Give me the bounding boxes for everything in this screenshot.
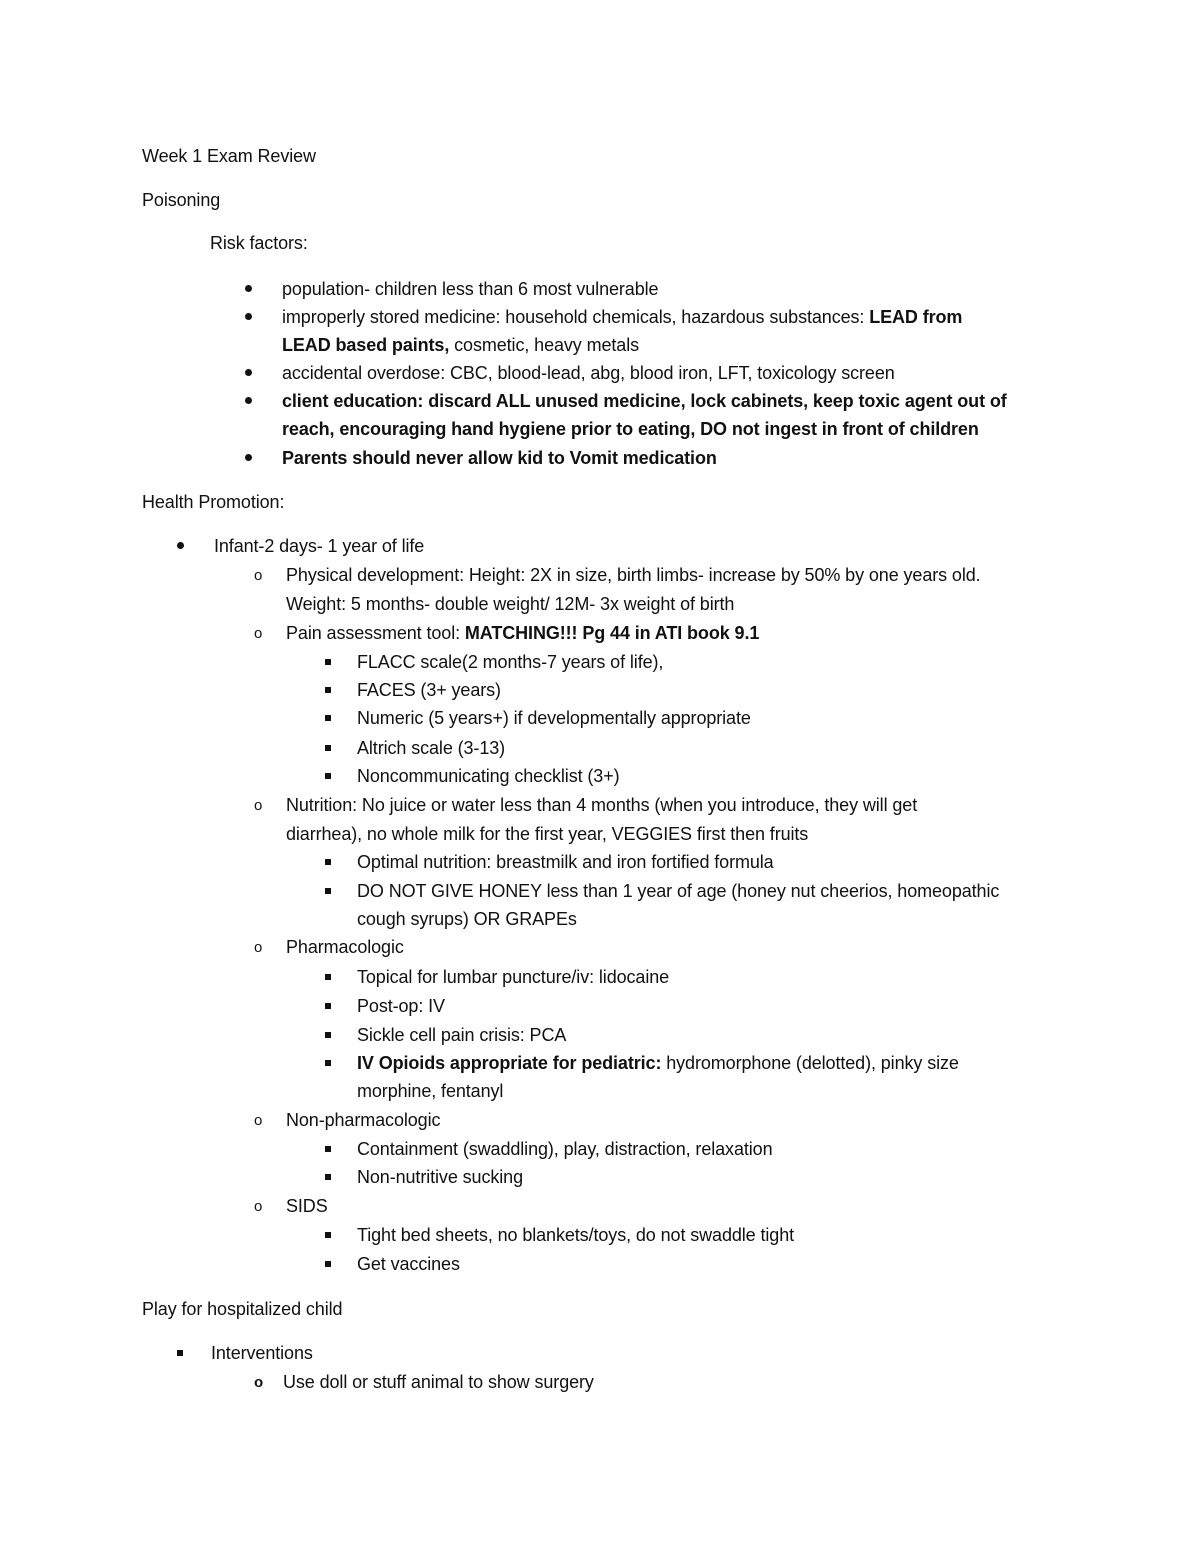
list-item: Noncommunicating checklist (3+) — [357, 766, 620, 786]
square-bullet-icon — [177, 1350, 183, 1356]
list-item: Optimal nutrition: breastmilk and iron fortified formula — [357, 852, 774, 872]
circle-bullet-icon: o — [254, 939, 263, 956]
list-item: Topical for lumbar puncture/iv: lidocaine — [357, 967, 670, 987]
list-item: Non-pharmacologic — [286, 1110, 441, 1130]
document-title: Week 1 Exam Review — [142, 146, 316, 166]
circle-bullet-icon: o — [254, 1374, 264, 1391]
section-heading-health-promotion: Health Promotion: — [142, 492, 285, 512]
list-item: Infant-2 days- 1 year of life — [214, 536, 425, 556]
list-item: Use doll or stuff animal to show surgery — [283, 1372, 594, 1392]
square-bullet-icon — [325, 715, 331, 721]
list-item: accidental overdose: CBC, blood-lead, abg, blood iron, LFT, toxicology screen — [282, 363, 895, 383]
list-item-continuation: diarrhea), no whole milk for the first year, VEGGIES first then fruits — [286, 824, 809, 844]
list-item: IV Opioids appropriate for pediatric: hydromorphone (delotted), pinky size — [357, 1053, 959, 1073]
list-item-continuation: LEAD based paints, cosmetic, heavy metals — [282, 335, 640, 355]
square-bullet-icon — [325, 1261, 331, 1267]
circle-bullet-icon: o — [254, 1198, 263, 1215]
circle-bullet-icon: o — [254, 567, 263, 584]
bullet-icon — [245, 313, 252, 320]
bullet-icon — [245, 369, 252, 376]
list-item-continuation: morphine, fentanyl — [357, 1081, 504, 1101]
list-item: Physical development: Height: 2X in size, birth limbs- increase by 50% by one years old. — [286, 565, 981, 585]
list-item: Get vaccines — [357, 1254, 460, 1274]
list-item-continuation: cough syrups) OR GRAPEs — [357, 909, 577, 929]
list-item: Nutrition: No juice or water less than 4 months (when you introduce, they will get — [286, 795, 918, 815]
circle-bullet-icon: o — [254, 797, 263, 814]
list-item-continuation: reach, encouraging hand hygiene prior to eating, DO not ingest in front of children — [282, 419, 979, 439]
bullet-icon — [245, 454, 252, 461]
list-item: Non-nutritive sucking — [357, 1167, 523, 1187]
bullet-icon — [245, 397, 252, 404]
circle-bullet-icon: o — [254, 1112, 263, 1129]
list-item: Containment (swaddling), play, distraction, relaxation — [357, 1139, 773, 1159]
section-heading-play: Play for hospitalized child — [142, 1299, 343, 1319]
list-item: Pain assessment tool: MATCHING!!! Pg 44 in ATI book 9.1 — [286, 623, 760, 643]
square-bullet-icon — [325, 745, 331, 751]
list-item: Sickle cell pain crisis: PCA — [357, 1025, 567, 1045]
square-bullet-icon — [325, 1146, 331, 1152]
square-bullet-icon — [325, 1003, 331, 1009]
square-bullet-icon — [325, 659, 331, 665]
list-item: DO NOT GIVE HONEY less than 1 year of age (honey nut cheerios, homeopathic — [357, 881, 1000, 901]
square-bullet-icon — [325, 1232, 331, 1238]
list-item: Numeric (5 years+) if developmentally appropriate — [357, 708, 751, 728]
circle-bullet-icon: o — [254, 625, 263, 642]
list-item: Tight bed sheets, no blankets/toys, do not swaddle tight — [357, 1225, 795, 1245]
list-item: Post-op: IV — [357, 996, 445, 1016]
bullet-icon — [245, 285, 252, 292]
square-bullet-icon — [325, 1174, 331, 1180]
list-item: client education: discard ALL unused medicine, lock cabinets, keep toxic agent out of — [282, 391, 1007, 411]
list-item: Pharmacologic — [286, 937, 404, 957]
bullet-icon — [177, 542, 184, 549]
list-item: population- children less than 6 most vulnerable — [282, 279, 659, 299]
list-item: Altrich scale (3-13) — [357, 738, 506, 758]
list-item: Parents should never allow kid to Vomit medication — [282, 448, 717, 468]
square-bullet-icon — [325, 687, 331, 693]
square-bullet-icon — [325, 1032, 331, 1038]
list-item: Interventions — [211, 1343, 313, 1363]
list-item: improperly stored medicine: household chemicals, hazardous substances: LEAD from — [282, 307, 963, 327]
square-bullet-icon — [325, 859, 331, 865]
list-item-continuation: Weight: 5 months- double weight/ 12M- 3x weight of birth — [286, 594, 735, 614]
section-heading-poisoning: Poisoning — [142, 190, 221, 210]
list-item: FLACC scale(2 months-7 years of life), — [357, 652, 664, 672]
square-bullet-icon — [325, 888, 331, 894]
list-item: FACES (3+ years) — [357, 680, 501, 700]
square-bullet-icon — [325, 974, 331, 980]
square-bullet-icon — [325, 1060, 331, 1066]
list-item: SIDS — [286, 1196, 328, 1216]
square-bullet-icon — [325, 773, 331, 779]
risk-factors-label: Risk factors: — [210, 233, 308, 253]
